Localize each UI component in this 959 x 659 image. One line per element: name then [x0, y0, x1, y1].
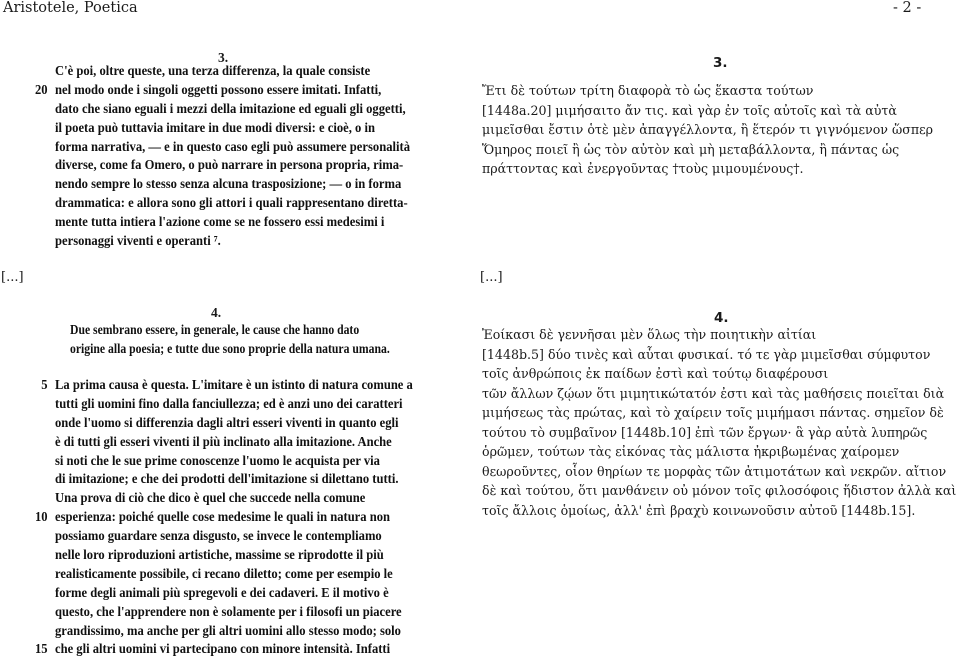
text-line [55, 175, 410, 194]
greek-section-3-text [482, 81, 933, 179]
line-text: realisticamente possibile, ci recano diletto; come per esempio le [55, 565, 393, 581]
text-line [55, 395, 413, 414]
line-number: 15 [35, 641, 48, 657]
text-line: μιμεῖσθαι ἔστιν ὁτὲ μὲν ἀπαγγέλλοντα, ἢ ἕτερόν τι γιγνόμενον ὥσπερ [482, 122, 934, 137]
text-line [55, 100, 410, 119]
line-text: è di tutti gli esseri viventi il più inclinato alla imitazione. Anche [55, 433, 392, 449]
text-line: θεωροῦντες, οἷον θηρίων τε μορφὰς τῶν ἀτιμοτάτων καὶ νεκρῶν. αἴτιον [482, 463, 947, 479]
text-line [55, 414, 413, 433]
text-line: [1448a.20] μιμήσαιτο ἄν τις. καὶ γὰρ ἐν τοῖς αὐτοῖς καὶ τὰ αὐτὰ [482, 102, 897, 118]
text-line [55, 62, 410, 81]
greek-ellipsis: [...] [480, 270, 503, 285]
line-text: tutti gli uomini fino dalla fanciullezza; ed è anzi uno dei caratteri [55, 395, 403, 411]
line-text: che gli altri uomini vi partecipano con minore intensità. Infatti [55, 641, 391, 657]
italian-section-4-number: 4. [211, 305, 222, 320]
line-text: questo, che l'apprendere non è solamente per i filosofi un piacere [55, 603, 402, 619]
text-line: τοῖς ἀνθρώποις ἐκ παίδων ἐστὶ καὶ τούτῳ διαφέρουσι [482, 366, 829, 381]
text-line: τούτου τὸ συμβαῖνον [1448b.10] ἐπὶ τῶν ἔργων· ἃ γὰρ αὐτὰ λυπηρῶς [482, 424, 928, 440]
line-text: nendo sempre lo stesso senza alcuna trasposizione; — o in forma [55, 176, 402, 192]
text-line [55, 433, 413, 452]
text-line: ὁρῶμεν, τούτων τὰς εἰκόνας τὰς μάλιστα ἠκριβωμένας χαίρομεν [482, 444, 900, 459]
text-line [41, 376, 413, 395]
greek-section-4-number: 4. [714, 310, 729, 326]
greek-section-3-number: 3. [713, 55, 728, 71]
line-text: il poeta può tuttavia imitare in due modi diversi: e cioè, o in [55, 119, 376, 135]
text-line [55, 546, 413, 565]
line-text: di imitazione; e che dei prodotti dell'imitazione si dilettano tutti. [55, 471, 399, 487]
italian-section-3-text [34, 62, 410, 251]
line-text: La prima causa è questa. L'imitare è un istinto di natura comune a [55, 377, 413, 392]
line-text: onde l'uomo si differenzia dagli altri esseri viventi in quanto egli [55, 414, 399, 430]
line-text: forma narrativa, — e in questo caso egli può assumere personalità [55, 138, 410, 154]
text-line [55, 603, 413, 622]
text-line [35, 640, 413, 659]
line-text: forme degli animali più spregevoli e dei cadaveri. E il motivo è [55, 584, 389, 600]
text-line: Ἔτι δὲ τούτων τρίτη διαφορὰ τὸ ὡς ἕκαστα τούτων [482, 83, 814, 98]
greek-section-4-text [482, 325, 956, 520]
line-text: Una prova di ciò che dico è quel che succede nella comune [55, 490, 366, 506]
line-text: diverse, come fa Omero, o può narrare in persona propria, rima- [55, 157, 404, 173]
italian-section-4-text [35, 376, 413, 659]
text-line: δὲ καὶ τούτου, ὅτι μανθάνειν οὐ μόνον τοῖς φιλοσόφοις ἥδιστον ἀλλὰ καὶ [482, 483, 957, 498]
text-line [55, 584, 413, 603]
text-line: τοῖς ἄλλοις ὁμοίως, ἀλλ' ἐπὶ βραχὺ κοινωνοῦσιν αὐτοῦ [1448b.15]. [482, 502, 916, 518]
text-line [55, 452, 413, 471]
text-line: Ἐοίκασι δὲ γεννῆσαι μὲν ὅλως τὴν ποιητικὴν αἰτίαι [482, 327, 817, 342]
text-line: origine alla poesia; e tutte due sono proprie della natura umana. [70, 340, 390, 356]
text-line [55, 213, 410, 232]
line-text: nel modo onde i singoli oggetti possono essere imitati. Infatti, [55, 81, 382, 97]
text-line [55, 194, 410, 213]
line-text: mente tutta intiera l'azione come se ne fossero essi medesimi i [55, 214, 385, 230]
line-text: dato che siano eguali i mezzi della imitazione ed eguali gli oggetti, [55, 100, 406, 116]
text-line [55, 119, 410, 138]
line-number: 5 [41, 377, 48, 392]
italian-section-3-number: 3. [218, 50, 229, 65]
line-text: drammatica: e allora sono gli attori i quali rappresentano diretta- [55, 195, 408, 211]
text-line: Due sembrano essere, in generale, le cause che hanno dato [70, 322, 360, 337]
text-line [55, 565, 413, 584]
line-text: si noti che le sue prime conoscenze l'uomo le acquista per via [55, 452, 380, 468]
text-line [55, 489, 413, 508]
text-line: μιμήσεως τὰς πρώτας, καὶ τὸ χαίρειν τοῖς μιμήμασι πάντας. σημεῖον δὲ [482, 405, 944, 420]
page-number: - 2 - [893, 0, 922, 16]
text-line [55, 527, 413, 546]
text-line: πράττοντας καὶ ἐνεργοῦντας †τοὺς μιμουμένους†. [482, 161, 804, 176]
line-text: nelle loro riproduzioni artistiche, massime se riprodotte il più [55, 547, 384, 563]
line-text: esperienza: poiché quelle cose medesime le quali in natura non [55, 509, 390, 525]
italian-section-4-intro [70, 321, 390, 359]
text-line [55, 156, 410, 175]
italian-ellipsis: [...] [1, 270, 24, 285]
text-line [55, 232, 410, 251]
line-number: 10 [35, 509, 48, 525]
document-title: Aristotele, Poetica [3, 0, 138, 16]
text-line [35, 508, 413, 527]
line-text: C'è poi, oltre queste, una terza differenza, la quale consiste [55, 63, 371, 78]
text-line [34, 81, 410, 100]
line-text: possiamo guardare senza disgusto, se invece le contempliamo [55, 528, 382, 544]
text-line [55, 622, 413, 641]
line-text: grandissimo, ma anche per gli altri uomini allo stesso modo; solo [55, 622, 401, 638]
text-line: τῶν ἄλλων ζῴων ὅτι μιμητικώτατόν ἐστι καὶ τὰς μαθήσεις ποιεῖται διὰ [482, 385, 945, 401]
text-line: [1448b.5] δύο τινὲς καὶ αὗται φυσικαί. τό τε γὰρ μιμεῖσθαι σύμφυτον [482, 346, 931, 362]
text-line [55, 138, 410, 157]
line-number: 20 [34, 81, 48, 97]
text-line: Ὅμηρος ποιεῖ ἢ ὡς τὸν αὐτὸν καὶ μὴ μεταβάλλοντα, ἢ πάντας ὡς [482, 141, 900, 157]
text-line [55, 470, 413, 489]
line-text: personaggi viventi e operanti ⁷. [55, 233, 221, 249]
